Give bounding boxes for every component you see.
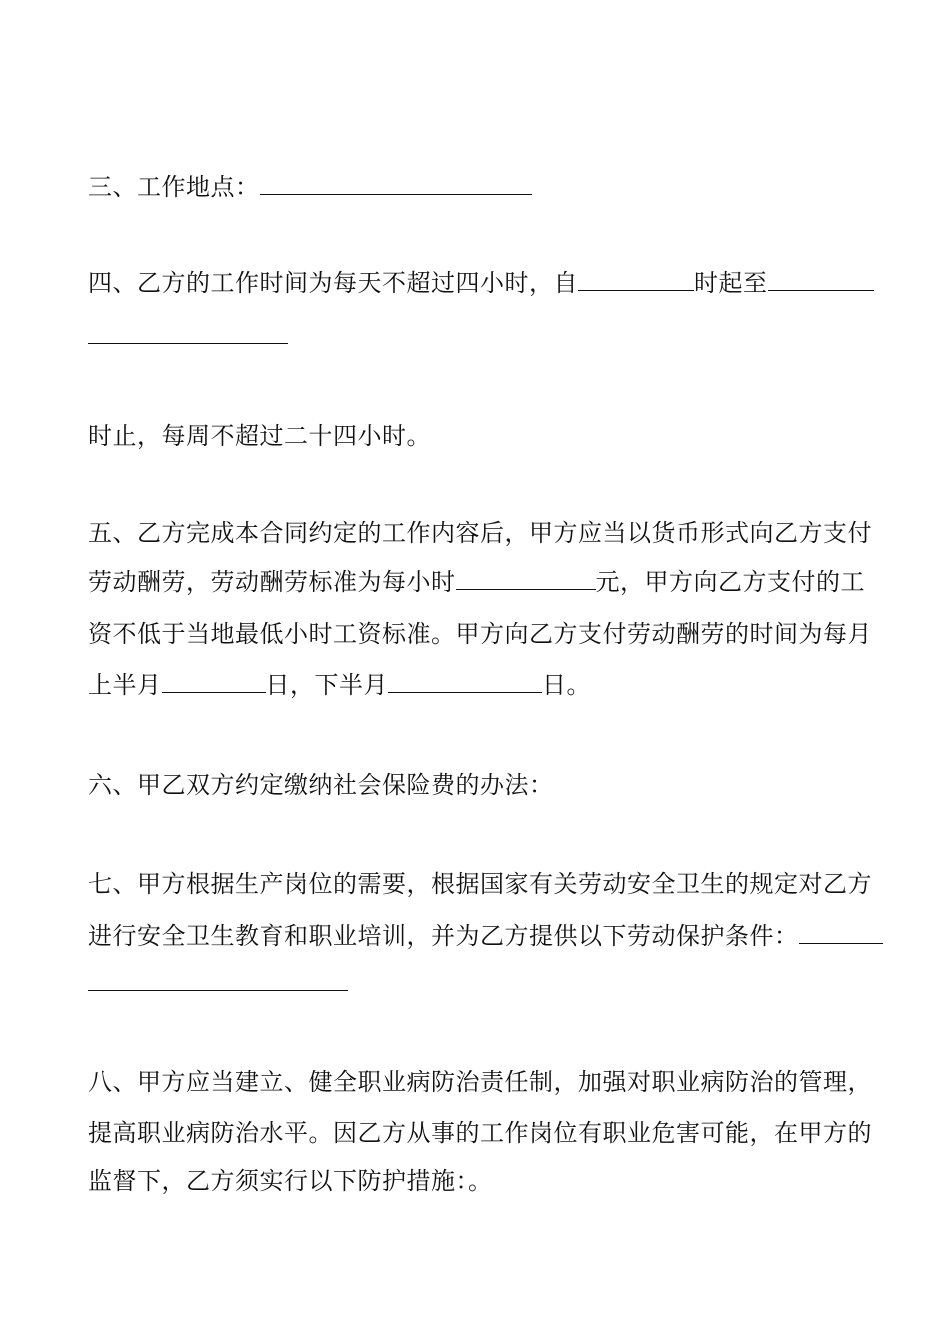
clause-8-line-3 — [88, 1166, 493, 1196]
clause-3-workplace — [88, 172, 532, 202]
clause-5-text-4c: 日。 — [542, 671, 591, 699]
hourly-wage-blank — [456, 567, 596, 590]
clause-8-text-3: 监督下，乙方须实行以下防护措施：。 — [88, 1167, 493, 1195]
clause-5-text-4b: 日，下半月 — [265, 671, 388, 699]
clause-5-line-4 — [88, 670, 591, 700]
clause-4-text-a: 四、乙方的工作时间为每天不超过四小时，自 — [88, 269, 578, 297]
clause-7-line-1 — [88, 869, 872, 899]
protection-conditions-blank-part-1 — [799, 921, 883, 944]
protection-conditions-blank-part-2 — [88, 990, 348, 991]
clause-8-line-2 — [88, 1118, 872, 1148]
clause-5-text-2b: 元，甲方向乙方支付的工 — [595, 568, 865, 596]
workplace-blank — [260, 172, 532, 195]
clause-5-text-1: 五、乙方完成本合同约定的工作内容后，甲方应当以货币形式向乙方支付 — [88, 519, 872, 547]
clause-8-line-1 — [88, 1067, 872, 1097]
clause-4-line-1 — [88, 268, 874, 298]
second-half-month-day-blank — [388, 670, 542, 693]
clause-6-social-insurance — [88, 770, 554, 800]
clause-6-text: 六、甲乙双方约定缴纳社会保险费的办法： — [88, 771, 554, 799]
clause-5-text-2a: 劳动酬劳，劳动酬劳标准为每小时 — [88, 568, 456, 596]
end-hour-blank-part-1 — [768, 268, 874, 291]
clause-7-text-1: 七、甲方根据生产岗位的需要，根据国家有关劳动安全卫生的规定对乙方 — [88, 870, 872, 898]
clause-5-line-2 — [88, 567, 865, 597]
clause-5-text-3: 资不低于当地最低小时工资标准。甲方向乙方支付劳动酬劳的时间为每月 — [88, 620, 872, 648]
clause-3-label: 三、工作地点： — [88, 173, 260, 201]
clause-7-text-2: 进行安全卫生教育和职业培训，并为乙方提供以下劳动保护条件： — [88, 922, 799, 950]
clause-4-line-3 — [88, 421, 431, 451]
first-half-month-day-blank — [162, 670, 266, 693]
clause-4-text-c: 时止，每周不超过二十四小时。 — [88, 422, 431, 450]
clause-5-line-1 — [88, 518, 872, 548]
start-hour-blank — [578, 268, 694, 291]
clause-8-text-1: 八、甲方应当建立、健全职业病防治责任制，加强对职业病防治的管理， — [88, 1068, 872, 1096]
clause-5-text-4a: 上半月 — [88, 671, 162, 699]
clause-7-line-2 — [88, 921, 883, 951]
end-hour-blank-part-2 — [88, 343, 288, 344]
clause-4-text-b: 时起至 — [694, 269, 768, 297]
clause-5-line-3 — [88, 619, 872, 649]
clause-8-text-2: 提高职业病防治水平。因乙方从事的工作岗位有职业危害可能，在甲方的 — [88, 1119, 872, 1147]
